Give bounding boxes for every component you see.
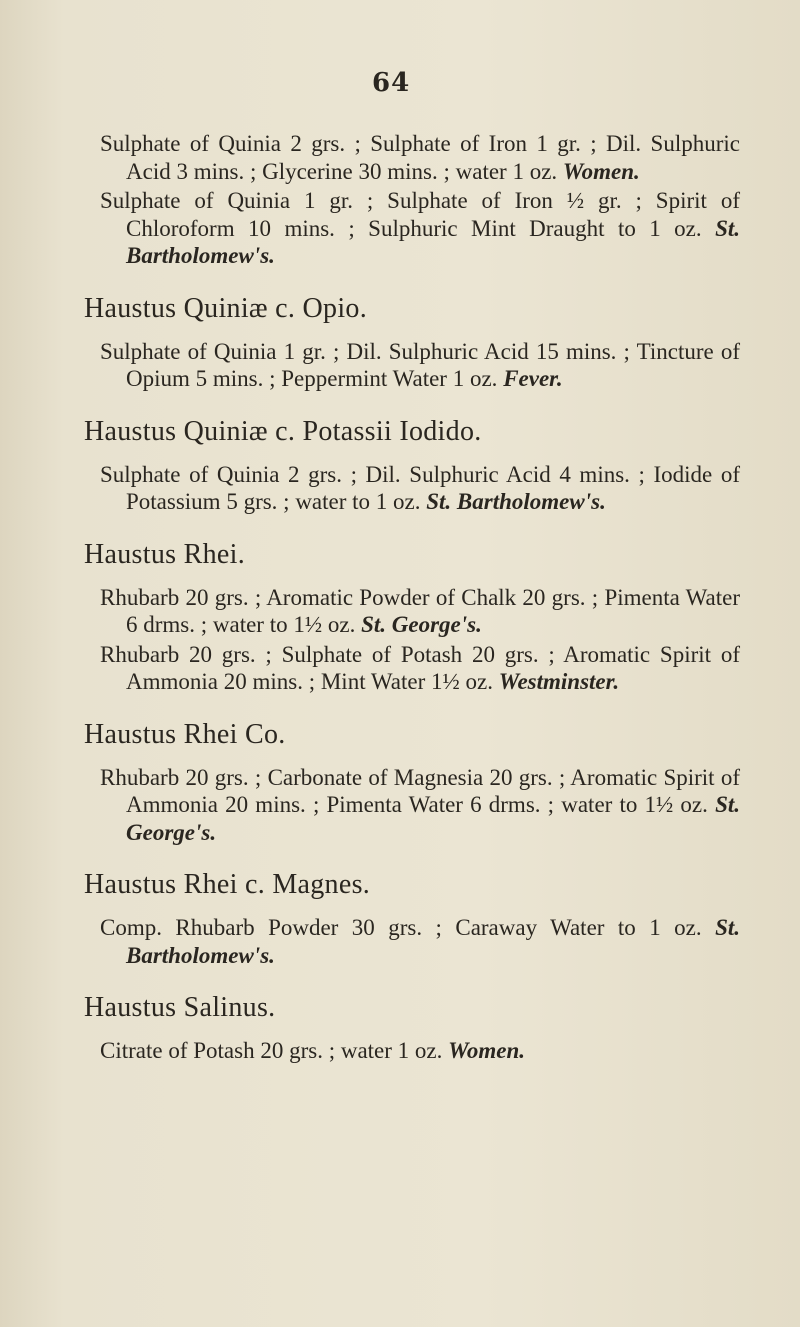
recipe-entry (100, 1037, 740, 1065)
section-heading: Haustus Salinus. (84, 992, 276, 1023)
recipe-source: Fever. (503, 366, 563, 391)
recipe-entry (100, 130, 740, 185)
recipe-source: Women. (448, 1038, 526, 1063)
recipe-text: Rhubarb 20 grs. ; Sulphate of Potash 20 grs. ; Aromatic Spirit of Ammonia 20 mins. ; Mint Water 1½ oz. (100, 641, 740, 694)
recipe-source: Westminster. (498, 669, 620, 694)
recipe-entry (100, 461, 740, 516)
recipe-text: Sulphate of Quinia 1 gr. ; Sulphate of Iron ½ gr. ; Spirit of Chloroform 10 mins. ; Sulphuric Mint Draught to 1 oz. (100, 188, 740, 241)
recipe-entry (100, 914, 740, 969)
recipe-entry (100, 584, 740, 639)
recipe-text: Rhubarb 20 grs. ; Carbonate of Magnesia 20 grs. ; Aromatic Spirit of Ammonia 20 mins. ; Pimenta Water 6 drms. ; water to 1½ oz. (100, 764, 740, 817)
section-heading: Haustus Quiniæ c. Potassii Iodido. (84, 415, 482, 447)
recipe-source: Women. (562, 158, 640, 184)
recipe-entry (100, 338, 740, 393)
recipe-text: Sulphate of Quinia 2 grs. ; Sulphate of Iron 1 gr. ; Dil. Sulphuric Acid 3 mins. ; Glycerine 30 mins. ; water 1 oz. (100, 131, 740, 184)
recipe-source: St. Bartholomew's. (126, 915, 741, 968)
recipe-entry (100, 641, 740, 696)
page-content (84, 130, 741, 1067)
section-heading: Haustus Rhei Co. (84, 718, 286, 750)
recipe-source: St. Bartholomew's. (426, 489, 606, 514)
recipe-text: Sulphate of Quinia 2 grs. ; Dil. Sulphuric Acid 4 mins. ; Iodide of Potassium 5 grs. ; water to 1 oz. (100, 461, 740, 514)
recipe-text: Rhubarb 20 grs. ; Aromatic Powder of Chalk 20 grs. ; Pimenta Water 6 drms. ; water to 1½ oz. (100, 584, 740, 637)
recipe-entry (100, 187, 740, 270)
recipe-text: Sulphate of Quinia 1 gr. ; Dil. Sulphuric Acid 15 mins. ; Tincture of Opium 5 mins. ; Peppermint Water 1 oz. (100, 338, 740, 391)
recipe-text: Citrate of Potash 20 grs. ; water 1 oz. (100, 1038, 443, 1063)
recipe-entry (100, 764, 740, 847)
recipe-source: St. George's. (361, 612, 482, 637)
section-heading: Haustus Rhei c. Magnes. (84, 869, 371, 900)
recipe-text: Comp. Rhubarb Powder 30 grs. ; Caraway Water to 1 oz. (100, 915, 702, 940)
page-number: 64 (372, 68, 411, 98)
section-heading: Haustus Rhei. (84, 538, 246, 570)
recipe-source: St. George's. (126, 792, 740, 845)
section-heading: Haustus Quiniæ c. Opio. (84, 292, 368, 324)
recipe-source: St. Bartholomew's. (126, 215, 740, 268)
